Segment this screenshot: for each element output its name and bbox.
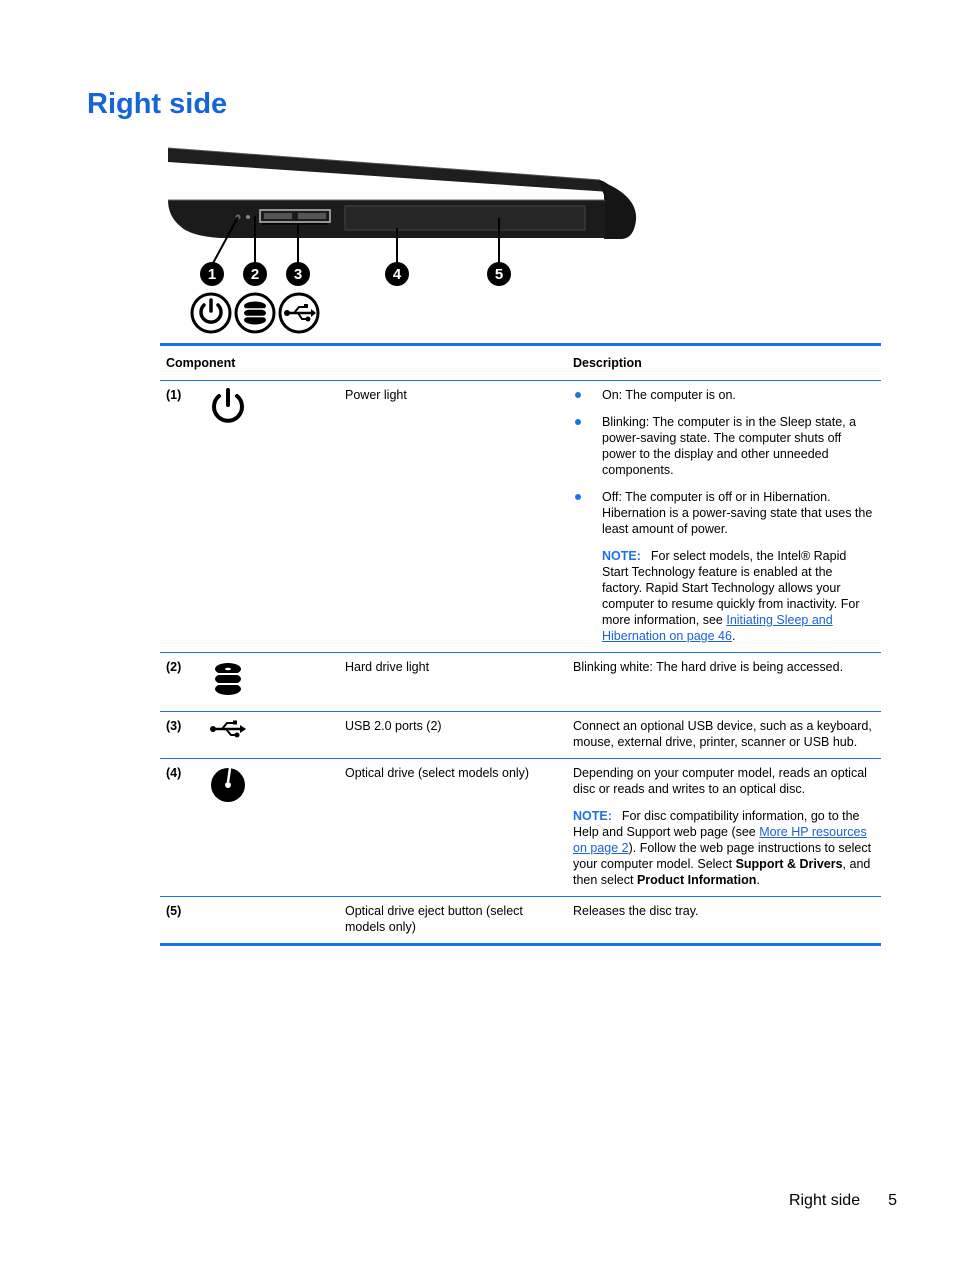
component-name: Power light bbox=[339, 381, 567, 653]
svg-text:1: 1 bbox=[207, 266, 217, 283]
note: NOTE: For disc compatibility information, go to the Help and Support web page (see More HP resources on page 2). Follow the web page instructions to select your computer model. Select Support & Drivers, and then select Product Information. bbox=[573, 809, 872, 887]
bullet-item: Off: The computer is off or in Hibernation. Hibernation is a power-saving state that uses the least amount of power. bbox=[573, 489, 875, 537]
note-label: NOTE: bbox=[573, 809, 612, 823]
table-row bbox=[160, 653, 881, 712]
callout-2 bbox=[243, 262, 267, 286]
table-row bbox=[160, 381, 881, 653]
optical-disc-icon bbox=[208, 765, 248, 805]
page-title: Right side bbox=[87, 88, 228, 120]
laptop-right-side-illustration bbox=[160, 140, 650, 340]
callout-1 bbox=[200, 262, 224, 286]
bullet-item: On: The computer is on. bbox=[573, 387, 875, 403]
page-number: 5 bbox=[888, 1192, 897, 1209]
note-label: NOTE: bbox=[602, 549, 641, 563]
component-number: (4) bbox=[160, 759, 202, 897]
component-number: (5) bbox=[160, 897, 202, 945]
power-icon bbox=[192, 294, 230, 332]
component-description: Releases the disc tray. bbox=[567, 897, 881, 945]
initiating-sleep-link[interactable]: Initiating Sleep and Hibernation on page 46 bbox=[602, 613, 833, 643]
component-description: Depending on your computer model, reads an optical disc or reads and writes to an optical disc. NOTE: For disc compatibility information, go to the Help and Support web page (see More HP resources on page 2). Follow the web page instructions to select your computer model. Select Support & Drivers, and then select Product Information. bbox=[567, 759, 881, 897]
table-row bbox=[160, 897, 881, 945]
component-name: Optical drive (select models only) bbox=[339, 759, 567, 897]
more-hp-resources-link[interactable]: More HP resources on page 2 bbox=[573, 825, 867, 855]
footer-section-title: Right side bbox=[788, 1192, 861, 1209]
usb-icon bbox=[280, 294, 318, 332]
svg-text:5: 5 bbox=[494, 266, 504, 283]
component-description: Connect an optional USB device, such as a keyboard, mouse, external drive, printer, scanner or USB hub. bbox=[567, 712, 881, 759]
component-number: (2) bbox=[160, 653, 202, 712]
component-name: USB 2.0 ports (2) bbox=[339, 712, 567, 759]
callout-3 bbox=[286, 262, 310, 286]
component-header: Component bbox=[160, 345, 567, 381]
component-description bbox=[567, 381, 881, 653]
callout-5 bbox=[487, 262, 511, 286]
component-number: (3) bbox=[160, 712, 202, 759]
page-footer bbox=[789, 1192, 897, 1210]
bullet-item: Blinking: The computer is in the Sleep state, a power-saving state. The computer shuts off power to the display and other unneeded components. bbox=[573, 414, 875, 478]
hard-drive-icon bbox=[208, 659, 248, 699]
component-name: Optical drive eject button (select models only) bbox=[339, 897, 567, 945]
component-description: Blinking white: The hard drive is being accessed. bbox=[567, 653, 881, 712]
power-icon bbox=[208, 387, 248, 427]
note: NOTE: For select models, the Intel® Rapid Start Technology feature is enabled at the factory. Rapid Start Technology allows your computer to resume quickly from inactivity. For more information, see Initiating Sleep and Hibernation on page 46. bbox=[602, 549, 860, 643]
component-number: (1) bbox=[160, 381, 202, 653]
svg-text:4: 4 bbox=[392, 266, 402, 283]
table-row bbox=[160, 759, 881, 897]
component-name: Hard drive light bbox=[339, 653, 567, 712]
table-row bbox=[160, 712, 881, 759]
usb-icon bbox=[208, 718, 248, 740]
description-header: Description bbox=[567, 345, 881, 381]
components-table bbox=[160, 343, 881, 946]
svg-text:2: 2 bbox=[250, 266, 260, 283]
callout-4 bbox=[385, 262, 409, 286]
svg-text:3: 3 bbox=[293, 266, 303, 283]
hard-drive-icon bbox=[236, 294, 274, 332]
